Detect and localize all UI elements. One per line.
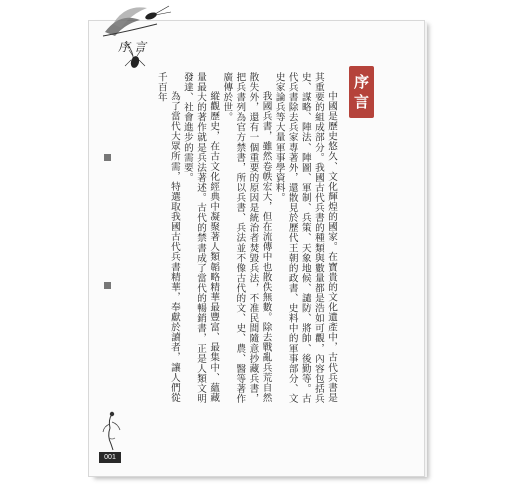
ornament-title: 序言 xyxy=(118,40,151,54)
paragraph: 我國兵書，雖然卷帙宏大，但在流傳中也散佚無數。除去戰亂兵荒自然散失外，還有一個重要的原因是統治者焚毀兵法，不准民間隨意抄藏兵書，把兵書列為官方禁書，所以兵書、兵法並不像古代的文、史、農、醫等著作廣傳於世。 xyxy=(221,72,272,404)
badge-char: 序 xyxy=(353,73,369,91)
insect-ornament-icon xyxy=(95,2,175,72)
paragraph: 中國是歷史悠久、文化輝煌的國家。在寶貴的文化遺產中，古代兵書是其重要的組成部分。我國古代兵書的種類與數量都是浩如可觀，內容包括兵史、謀略、陣法、陣圖、軍制、兵策、天象地候、譴防、將帥、後勤等。古代兵書除去兵家專著外，還散見於歷代王朝的政書、史料中的軍事部分、文史家論兵等大量軍事學資料。 xyxy=(273,72,337,404)
paragraph: 縱觀歷史，在古文化經典中凝聚著人類韜略精華最豐富、最集中、蘊藏量最大的著作就是兵法著述。古代的禁書成了當代的暢銷書，正是人類文明發達、社會進步的需要。 xyxy=(181,72,220,404)
section-marker-icon xyxy=(104,282,111,289)
preface-body xyxy=(138,72,338,412)
badge-char: 言 xyxy=(353,93,369,111)
paragraph: 為了當代大眾所需，特選取我國古代兵書精華，奉獻於讀者，讓人們從千百年 xyxy=(155,72,180,403)
page-number: 001 xyxy=(99,452,121,463)
chapter-badge xyxy=(349,66,374,118)
figure-ornament-icon xyxy=(101,410,123,452)
section-marker-icon xyxy=(104,154,111,161)
